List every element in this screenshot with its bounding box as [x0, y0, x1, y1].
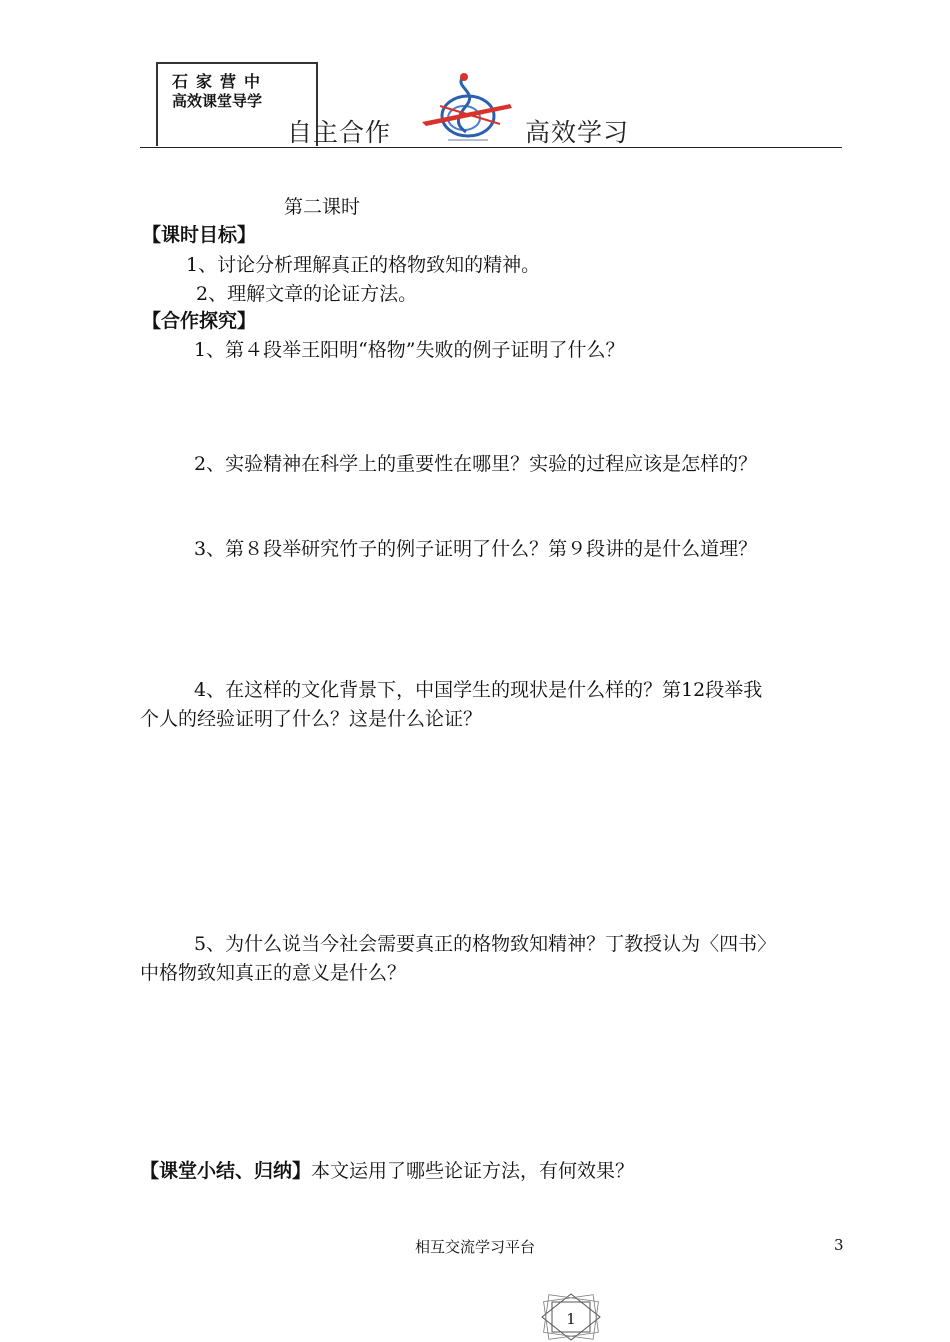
slogan-right: 高效学习	[525, 118, 630, 147]
question-item: 5、为什么说当今社会需要真正的格物致知精神？丁教授认为〈四书〉	[194, 933, 777, 955]
question-item-continuation: 个人的经验证明了什么？这是什么论证？	[140, 708, 483, 730]
explore-heading: 【合作探究】	[142, 310, 257, 332]
header-divider	[140, 147, 842, 148]
school-subtitle: 高效课堂导学	[172, 92, 263, 110]
slogan-left: 自主合作	[287, 118, 392, 147]
goals-heading: 【课时目标】	[142, 224, 257, 246]
school-logo-icon	[418, 66, 518, 144]
summary-line	[140, 1162, 634, 1181]
footer-platform: 相互交流学习平台	[414, 1238, 535, 1256]
question-item-continuation: 中格物致知真正的意义是什么？	[140, 962, 407, 984]
school-name: 石家营中	[172, 72, 269, 91]
question-item: 3、第８段举研究竹子的例子证明了什么？第９段讲的是什么道理？	[194, 538, 758, 560]
ornament-number: 1	[566, 1310, 576, 1328]
summary-heading: 【课堂小结、归纳】	[140, 1160, 312, 1182]
question-item: 4、在这样的文化背景下，中国学生的现状是什么样的？第12段举我	[194, 679, 763, 701]
question-item: 1、第４段举王阳明“格物”失败的例子证明了什么？	[194, 339, 625, 361]
summary-text: 本文运用了哪些论证方法，有何效果？	[311, 1160, 635, 1182]
lesson-title: 第二课时	[284, 196, 361, 218]
question-item: 2、实验精神在科学上的重要性在哪里？实验的过程应该是怎样的？	[194, 453, 758, 475]
goal-item: 2、理解文章的论证方法。	[196, 283, 418, 305]
page-number: 3	[834, 1236, 844, 1254]
goal-item: 1、讨论分析理解真正的格物致知的精神。	[186, 254, 541, 276]
